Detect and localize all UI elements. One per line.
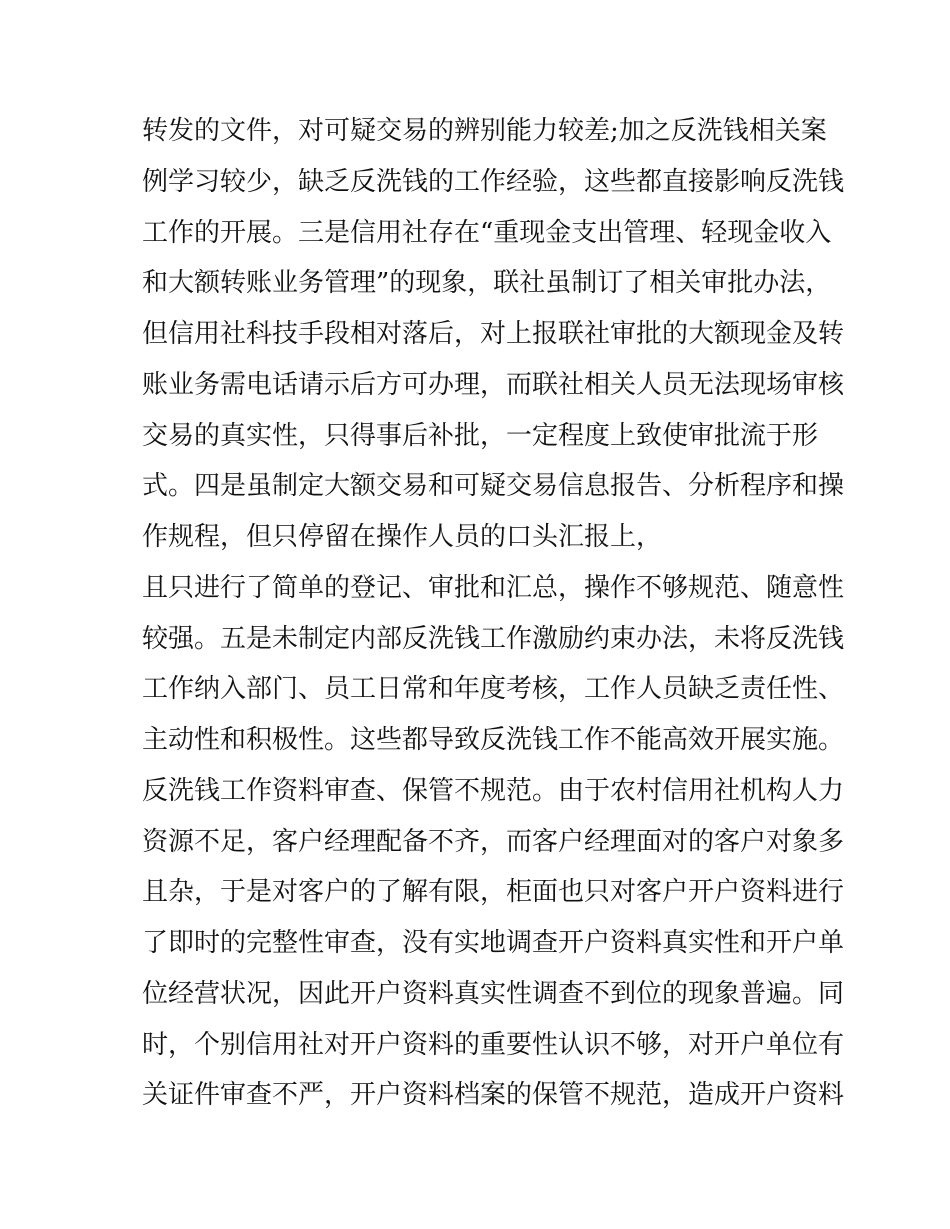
- body-text: [142, 106, 845, 1121]
- text-line: 转发的文件，对可疑交易的辨别能力较差;加之反洗钱相关案: [142, 116, 827, 146]
- text-line: 式。四是虽制定大额交易和可疑交易信息报告、分析程序和操: [142, 471, 845, 502]
- text-line: 但信用社科技手段相对落后，对上报联社审批的大额现金及转: [142, 319, 845, 349]
- text-line: 例学习较少，缺乏反洗钱的工作经验，这些都直接影响反洗钱: [142, 166, 845, 197]
- text-line: 时，个别信用社对开户资料的重要性认识不够，对开户单位有: [142, 1029, 845, 1060]
- text-line: 资源不足，客户经理配备不齐，而客户经理面对的客户对象多: [142, 826, 845, 857]
- text-line: 主动性和积极性。这些都导致反洗钱工作不能高效开展实施。: [142, 725, 845, 755]
- text-line: 了即时的完整性审查，没有实地调查开户资料真实性和开户单: [142, 928, 845, 958]
- text-line: 工作的开展。三是信用社存在“重现金支出管理、轻现金收入: [142, 217, 832, 248]
- text-line: 交易的真实性，只得事后补批，一定程度上致使审批流于形: [142, 420, 819, 451]
- text-line: 账业务需电话请示后方可办理，而联社相关人员无法现场审核: [142, 369, 845, 400]
- text-line: 和大额转账业务管理”的现象，联社虽制订了相关审批办法，: [142, 268, 832, 299]
- text-line: 工作纳入部门、员工日常和年度考核，工作人员缺乏责任性、: [142, 674, 845, 705]
- text-line: 作规程，但只停留在操作人员的口头汇报上，: [142, 522, 663, 552]
- text-line: 且杂，于是对客户的了解有限，柜面也只对客户开户资料进行: [142, 877, 845, 908]
- text-line: 反洗钱工作资料审查、保管不规范。由于农村信用社机构人力: [142, 775, 845, 806]
- text-line: 位经营状况，因此开户资料真实性调查不到位的现象普遍。同: [142, 978, 845, 1009]
- text-line: 且只进行了简单的登记、审批和汇总，操作不够规范、随意性: [142, 572, 845, 603]
- text-line: 较强。五是未制定内部反洗钱工作激励约束办法，未将反洗钱: [142, 623, 845, 654]
- text-line: 关证件审查不严，开户资料档案的保管不规范，造成开户资料: [142, 1080, 845, 1111]
